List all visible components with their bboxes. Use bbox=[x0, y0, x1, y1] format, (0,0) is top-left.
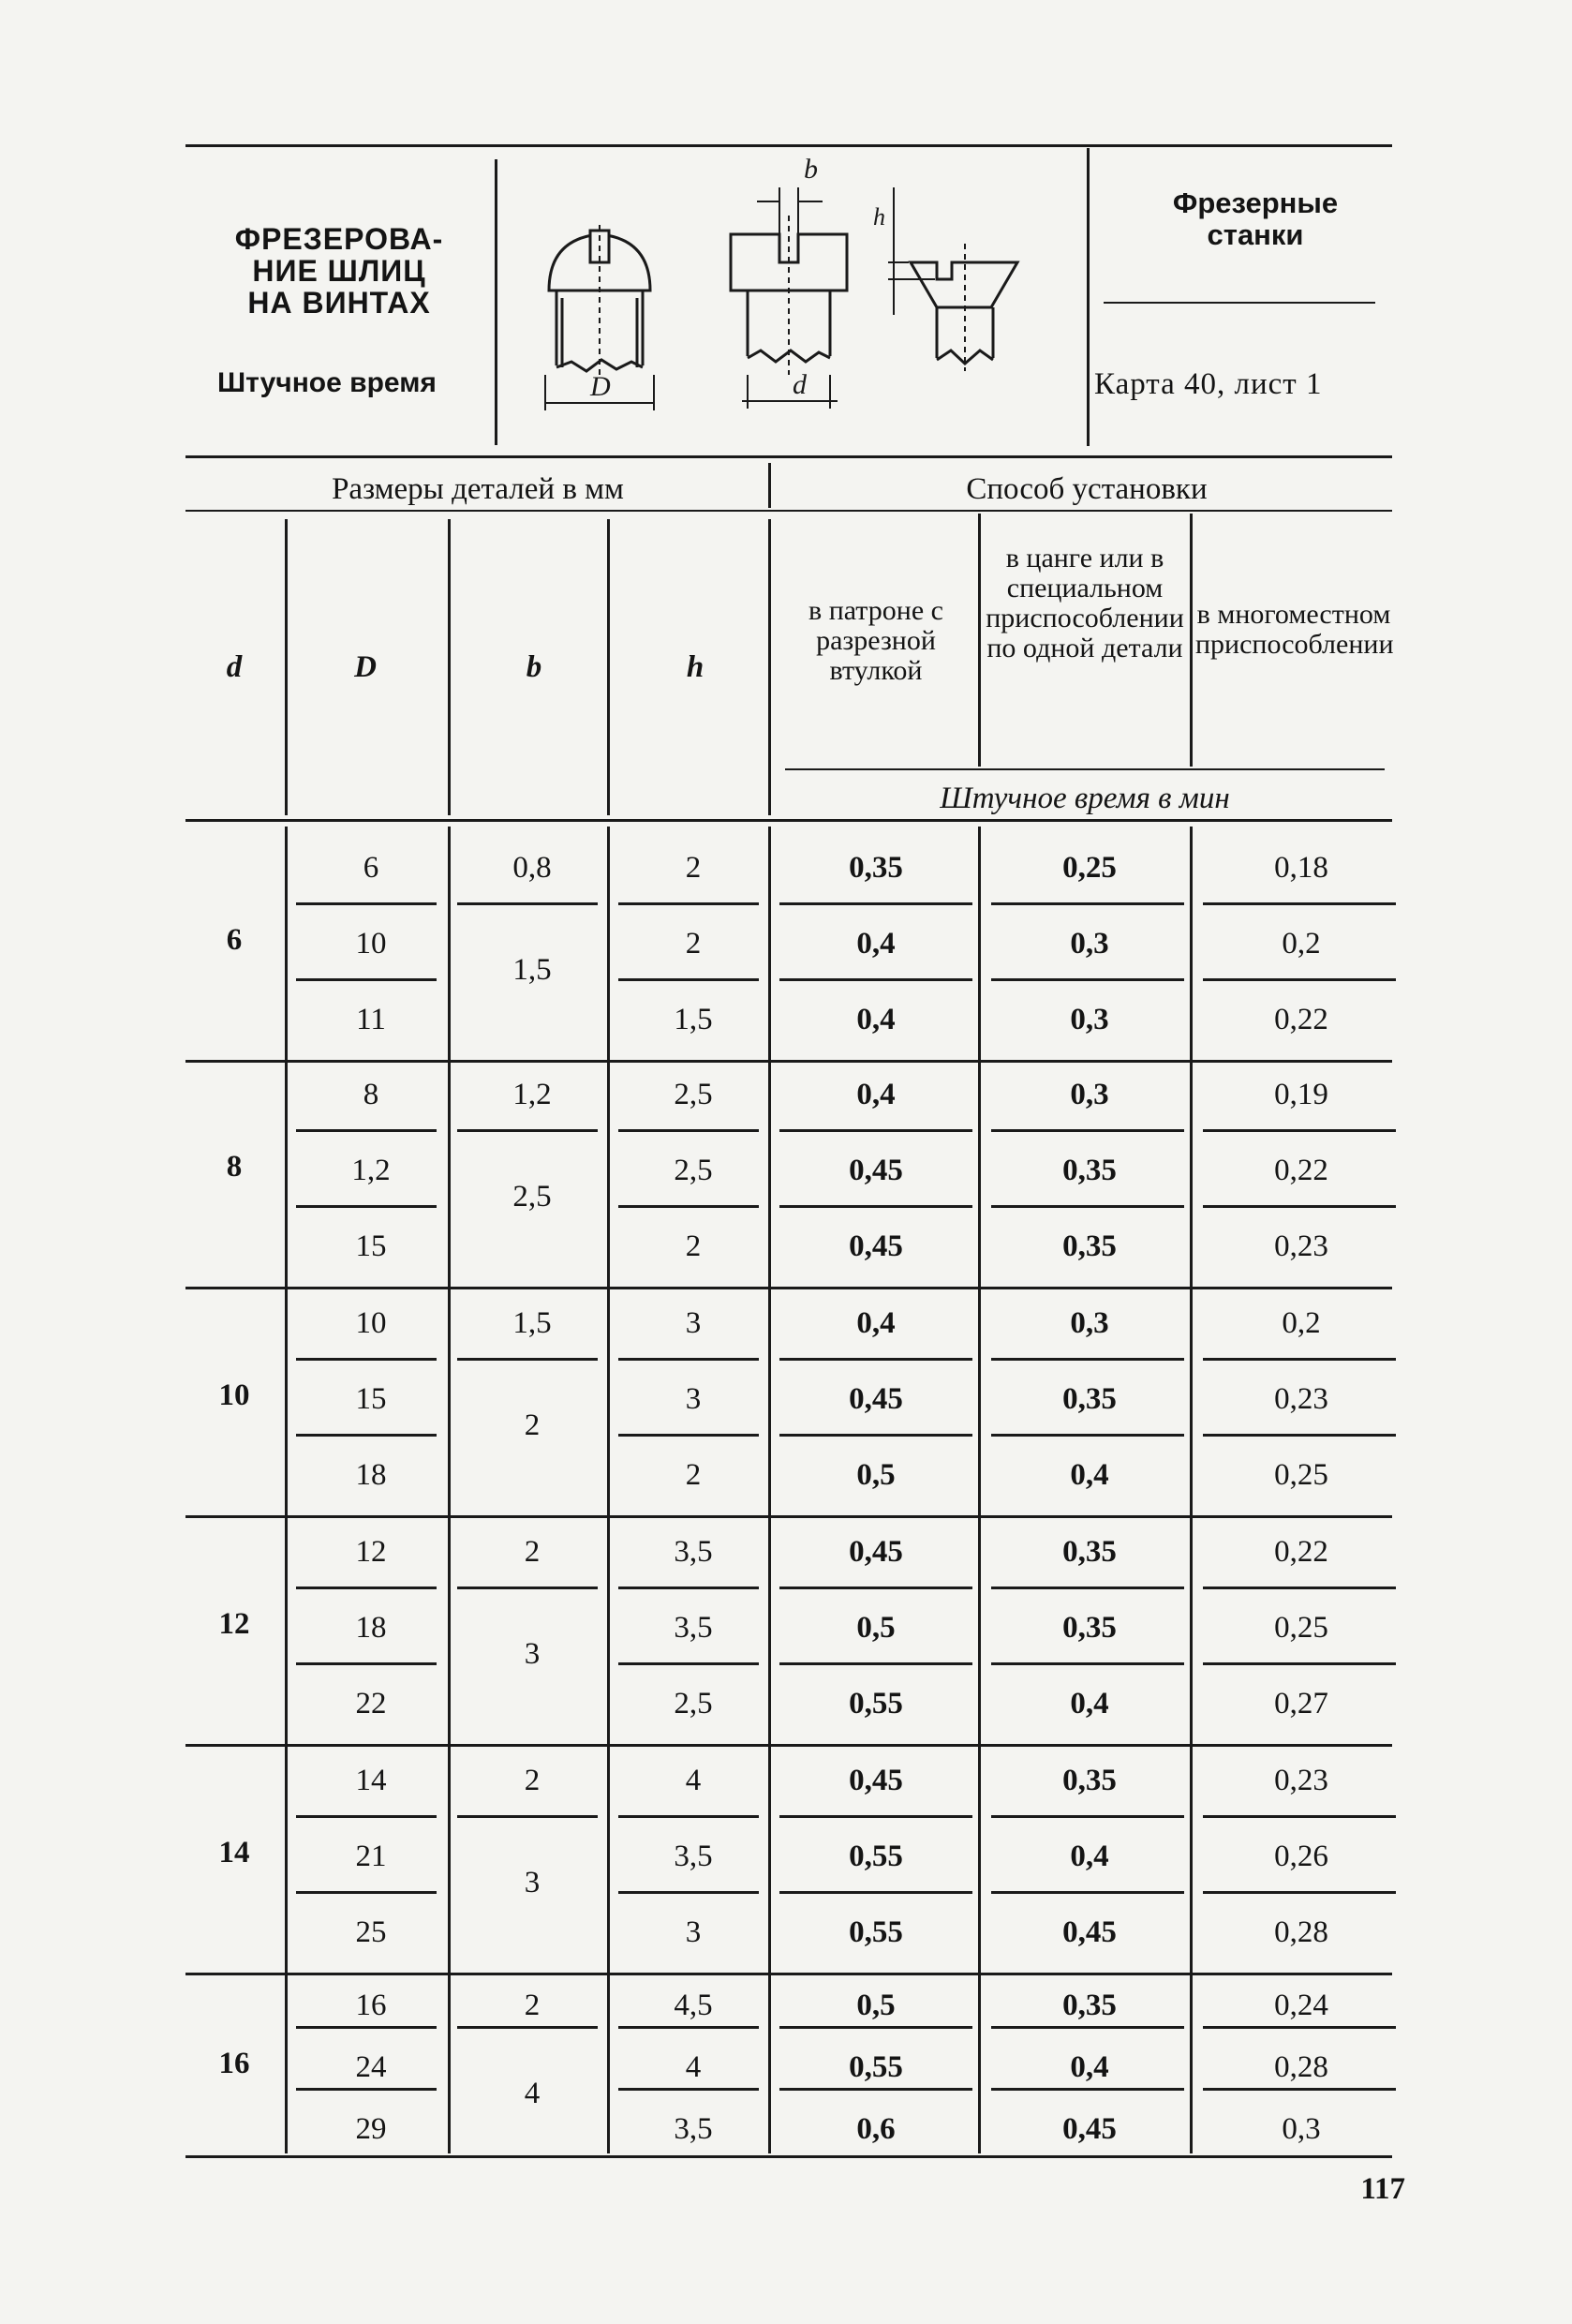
row-rule bbox=[1203, 2088, 1396, 2091]
row-rule bbox=[1203, 1587, 1396, 1589]
row-rule bbox=[991, 1587, 1184, 1589]
group-col-divider bbox=[285, 1964, 288, 2153]
row-rule bbox=[1203, 978, 1396, 981]
cell-t1: 0,6 bbox=[856, 2112, 896, 2146]
group-bottom-rule bbox=[185, 1515, 1392, 1518]
cell-b: 2 bbox=[524, 1764, 541, 1797]
cell-t3: 0,22 bbox=[1274, 1003, 1328, 1036]
cell-t2: 0,3 bbox=[1070, 1003, 1109, 1036]
cell-t2: 0,35 bbox=[1062, 1764, 1117, 1797]
cell-t3: 0,23 bbox=[1274, 1382, 1328, 1416]
cell-b: 2 bbox=[524, 1989, 541, 2022]
group-col-divider bbox=[768, 1511, 771, 1742]
header-bottom-rule bbox=[185, 455, 1392, 458]
row-rule bbox=[296, 1358, 437, 1361]
cell-t2: 0,35 bbox=[1062, 1229, 1117, 1263]
cell-t3: 0,25 bbox=[1274, 1458, 1328, 1492]
cell-D: 10 bbox=[355, 1306, 387, 1340]
cell-t2: 0,25 bbox=[1062, 851, 1117, 885]
time-caption: Штучное время в мин bbox=[940, 782, 1230, 815]
row-rule bbox=[296, 1205, 437, 1208]
group-sizes-heading: Размеры деталей в мм bbox=[332, 472, 624, 506]
cell-t2: 0,35 bbox=[1062, 1535, 1117, 1569]
cell-t3: 0,3 bbox=[1282, 2112, 1321, 2146]
group-col-divider bbox=[768, 827, 771, 1058]
time-caption-rule bbox=[785, 768, 1385, 770]
cell-t1: 0,45 bbox=[849, 1154, 903, 1187]
row-rule bbox=[1203, 1891, 1396, 1894]
cell-D: 15 bbox=[355, 1229, 387, 1263]
top-rule bbox=[185, 144, 1392, 147]
group-col-divider bbox=[285, 1282, 288, 1513]
cell-t3: 0,23 bbox=[1274, 1229, 1328, 1263]
row-rule bbox=[296, 1587, 437, 1589]
row-rule bbox=[618, 1434, 759, 1437]
row-rule bbox=[1203, 1815, 1396, 1818]
group-col-divider bbox=[285, 1053, 288, 1285]
row-rule bbox=[1203, 1662, 1396, 1665]
row-rule bbox=[991, 1662, 1184, 1665]
group-col-divider bbox=[1190, 1739, 1193, 1971]
cell-h: 3,5 bbox=[674, 1611, 713, 1645]
row-rule bbox=[618, 902, 759, 905]
cell-h: 1,5 bbox=[674, 1003, 713, 1036]
cell-h: 4 bbox=[685, 2050, 702, 2084]
cell-b: 2 bbox=[524, 1408, 541, 1442]
row-rule bbox=[618, 2088, 759, 2091]
header-divider-right bbox=[1087, 148, 1090, 446]
cell-t2: 0,4 bbox=[1070, 1458, 1109, 1492]
cell-D: 15 bbox=[355, 1382, 387, 1416]
row-rule bbox=[779, 1587, 972, 1589]
cell-t2: 0,35 bbox=[1062, 1154, 1117, 1187]
cell-b: 0,8 bbox=[512, 851, 552, 885]
row-rule bbox=[296, 2088, 437, 2091]
method-chuck-heading: в патроне с разрезной втулкой bbox=[808, 595, 943, 686]
col-d-heading: d bbox=[226, 650, 243, 684]
cell-t2: 0,35 bbox=[1062, 1611, 1117, 1645]
col-D-heading: D bbox=[354, 650, 377, 684]
cell-D: 24 bbox=[355, 2050, 387, 2084]
group-col-divider bbox=[607, 1739, 610, 1971]
row-rule bbox=[618, 1891, 759, 1894]
cell-h: 2 bbox=[685, 927, 702, 961]
cell-h: 4 bbox=[685, 1764, 702, 1797]
cell-t3: 0,28 bbox=[1274, 2050, 1328, 2084]
cell-D: 18 bbox=[355, 1611, 387, 1645]
cell-t2: 0,45 bbox=[1062, 2112, 1117, 2146]
row-rule bbox=[457, 1587, 598, 1589]
cell-t1: 0,5 bbox=[856, 1989, 896, 2022]
row-rule bbox=[779, 1815, 972, 1818]
cell-D: 21 bbox=[355, 1840, 387, 1873]
row-rule bbox=[296, 1662, 437, 1665]
row-rule bbox=[779, 1129, 972, 1132]
group-bottom-rule bbox=[185, 1060, 1392, 1063]
subtitle: Штучное время bbox=[217, 367, 437, 398]
row-rule bbox=[296, 1434, 437, 1437]
cell-h: 3 bbox=[685, 1382, 702, 1416]
cell-t2: 0,35 bbox=[1062, 1989, 1117, 2022]
cell-h: 3,5 bbox=[674, 2112, 713, 2146]
cell-h: 2,5 bbox=[674, 1687, 713, 1721]
row-rule bbox=[618, 1358, 759, 1361]
machines-label bbox=[1115, 187, 1396, 251]
cell-h: 2 bbox=[685, 1458, 702, 1492]
cell-b: 1,5 bbox=[512, 1306, 552, 1340]
cell-D: 1,2 bbox=[351, 1154, 391, 1187]
row-rule bbox=[1203, 1129, 1396, 1132]
document-title bbox=[217, 223, 461, 319]
cell-b: 1,5 bbox=[512, 953, 552, 987]
row-rule bbox=[779, 2088, 972, 2091]
row-rule bbox=[457, 1129, 598, 1132]
cell-t3: 0,2 bbox=[1282, 1306, 1321, 1340]
row-rule bbox=[991, 1129, 1184, 1132]
group-col-divider bbox=[607, 827, 610, 1058]
cell-b: 3 bbox=[524, 1866, 541, 1899]
cell-t3: 0,18 bbox=[1274, 851, 1328, 885]
cell-t2: 0,35 bbox=[1062, 1382, 1117, 1416]
screw-diagram bbox=[525, 150, 1077, 431]
group-col-divider bbox=[1190, 827, 1193, 1058]
label-d: d bbox=[793, 369, 807, 400]
cell-h: 2,5 bbox=[674, 1154, 713, 1187]
row-rule bbox=[779, 1358, 972, 1361]
row-rule bbox=[296, 2026, 437, 2029]
cell-t2: 0,45 bbox=[1062, 1915, 1117, 1949]
group-col-divider bbox=[978, 1964, 981, 2153]
row-rule bbox=[991, 1815, 1184, 1818]
cell-h: 3 bbox=[685, 1306, 702, 1340]
cell-D: 18 bbox=[355, 1458, 387, 1492]
method-collet-heading: в цанге или в специальном приспособлении по одной детали bbox=[986, 543, 1184, 663]
row-rule bbox=[1203, 902, 1396, 905]
group-col-divider bbox=[607, 1053, 610, 1285]
head-div-5 bbox=[978, 514, 981, 767]
group-col-divider bbox=[768, 1282, 771, 1513]
cell-t1: 0,5 bbox=[856, 1458, 896, 1492]
row-rule bbox=[1203, 1434, 1396, 1437]
cell-h: 3,5 bbox=[674, 1840, 713, 1873]
cell-D: 8 bbox=[363, 1078, 379, 1111]
cell-t1: 0,55 bbox=[849, 1915, 903, 1949]
row-rule bbox=[296, 902, 437, 905]
group-col-divider bbox=[1190, 1053, 1193, 1285]
row-rule bbox=[1203, 2026, 1396, 2029]
cell-t1: 0,4 bbox=[856, 927, 896, 961]
cell-t3: 0,19 bbox=[1274, 1078, 1328, 1111]
cell-h: 2 bbox=[685, 851, 702, 885]
cell-D: 22 bbox=[355, 1687, 387, 1721]
group-col-divider bbox=[607, 1282, 610, 1513]
cell-b: 2 bbox=[524, 1535, 541, 1569]
cell-b: 1,2 bbox=[512, 1078, 552, 1111]
col-b-heading: b bbox=[526, 650, 542, 684]
cell-D: 12 bbox=[355, 1535, 387, 1569]
row-rule bbox=[457, 2026, 598, 2029]
group-col-divider bbox=[607, 1964, 610, 2153]
cell-t3: 0,24 bbox=[1274, 1989, 1328, 2022]
cell-t1: 0,35 bbox=[849, 851, 903, 885]
group-bottom-rule bbox=[185, 1744, 1392, 1747]
row-rule bbox=[991, 902, 1184, 905]
cell-t3: 0,2 bbox=[1282, 927, 1321, 961]
row-rule bbox=[296, 978, 437, 981]
group-col-divider bbox=[285, 827, 288, 1058]
cell-t2: 0,3 bbox=[1070, 927, 1109, 961]
cell-t3: 0,23 bbox=[1274, 1764, 1328, 1797]
cell-h: 3,5 bbox=[674, 1535, 713, 1569]
cell-D: 25 bbox=[355, 1915, 387, 1949]
row-rule bbox=[296, 1891, 437, 1894]
group-d-value: 14 bbox=[218, 1836, 250, 1870]
group-col-divider bbox=[285, 1511, 288, 1742]
cell-t1: 0,4 bbox=[856, 1003, 896, 1036]
title-line-3: НА ВИНТАХ bbox=[247, 286, 431, 320]
head-div-2 bbox=[448, 519, 451, 815]
group-divider bbox=[768, 463, 771, 508]
row-rule bbox=[991, 978, 1184, 981]
row-rule bbox=[618, 2026, 759, 2029]
row-rule bbox=[991, 1891, 1184, 1894]
cell-t2: 0,4 bbox=[1070, 2050, 1109, 2084]
cell-D: 29 bbox=[355, 2112, 387, 2146]
row-rule bbox=[618, 1129, 759, 1132]
group-col-divider bbox=[978, 1511, 981, 1742]
row-rule bbox=[457, 1815, 598, 1818]
row-rule bbox=[618, 1815, 759, 1818]
group-col-divider bbox=[1190, 1511, 1193, 1742]
row-rule bbox=[618, 1587, 759, 1589]
cell-t1: 0,55 bbox=[849, 1840, 903, 1873]
head-div-4 bbox=[768, 519, 771, 815]
row-rule bbox=[779, 1205, 972, 1208]
cell-h: 3 bbox=[685, 1915, 702, 1949]
group-col-divider bbox=[448, 827, 451, 1058]
cell-h: 2 bbox=[685, 1229, 702, 1263]
row-rule bbox=[991, 1205, 1184, 1208]
cell-t2: 0,3 bbox=[1070, 1078, 1109, 1111]
group-col-divider bbox=[978, 1739, 981, 1971]
row-rule bbox=[779, 902, 972, 905]
head-div-1 bbox=[285, 519, 288, 815]
group-d-value: 16 bbox=[218, 2047, 250, 2080]
group-method-heading: Способ установки bbox=[966, 472, 1208, 506]
group-bottom-rule bbox=[185, 1287, 1392, 1289]
cell-t1: 0,45 bbox=[849, 1535, 903, 1569]
row-rule bbox=[296, 1815, 437, 1818]
row-rule bbox=[1203, 1358, 1396, 1361]
label-h: h bbox=[873, 203, 885, 231]
group-col-divider bbox=[978, 827, 981, 1058]
group-heading-rule bbox=[185, 510, 1392, 512]
group-col-divider bbox=[768, 1053, 771, 1285]
cell-t2: 0,3 bbox=[1070, 1306, 1109, 1340]
cell-t1: 0,4 bbox=[856, 1306, 896, 1340]
cell-t1: 0,45 bbox=[849, 1229, 903, 1263]
cell-t3: 0,27 bbox=[1274, 1687, 1328, 1721]
row-rule bbox=[779, 978, 972, 981]
group-d-value: 12 bbox=[218, 1607, 250, 1641]
group-col-divider bbox=[448, 1053, 451, 1285]
cell-D: 14 bbox=[355, 1764, 387, 1797]
cell-h: 4,5 bbox=[674, 1989, 713, 2022]
group-col-divider bbox=[768, 1964, 771, 2153]
cell-t2: 0,4 bbox=[1070, 1840, 1109, 1873]
row-rule bbox=[296, 1129, 437, 1132]
col-h-heading: h bbox=[686, 650, 704, 684]
row-rule bbox=[779, 1434, 972, 1437]
method-multi-heading: в многоместном приспособлении bbox=[1195, 599, 1394, 660]
group-col-divider bbox=[978, 1282, 981, 1513]
group-col-divider bbox=[1190, 1964, 1193, 2153]
cell-t3: 0,26 bbox=[1274, 1840, 1328, 1873]
cell-t3: 0,22 bbox=[1274, 1154, 1328, 1187]
group-col-divider bbox=[448, 1964, 451, 2153]
machines-rule bbox=[1104, 302, 1375, 304]
group-col-divider bbox=[978, 1053, 981, 1285]
label-b: b bbox=[804, 154, 818, 185]
cell-t1: 0,5 bbox=[856, 1611, 896, 1645]
group-col-divider bbox=[768, 1739, 771, 1971]
cell-t1: 0,45 bbox=[849, 1382, 903, 1416]
group-d-value: 8 bbox=[226, 1150, 243, 1184]
row-rule bbox=[457, 1358, 598, 1361]
cell-D: 11 bbox=[356, 1003, 386, 1036]
cell-D: 6 bbox=[363, 851, 379, 885]
machines-line-1: Фрезерные bbox=[1172, 186, 1339, 219]
row-rule bbox=[779, 2026, 972, 2029]
row-rule bbox=[991, 2088, 1184, 2091]
group-bottom-rule bbox=[185, 2155, 1392, 2158]
label-D: D bbox=[590, 371, 611, 402]
cell-h: 2,5 bbox=[674, 1078, 713, 1111]
row-rule bbox=[618, 1205, 759, 1208]
cell-t3: 0,22 bbox=[1274, 1535, 1328, 1569]
machines-line-2: станки bbox=[1207, 218, 1304, 251]
group-col-divider bbox=[285, 1739, 288, 1971]
group-col-divider bbox=[607, 1511, 610, 1742]
title-line-2: НИЕ ШЛИЦ bbox=[252, 254, 426, 288]
cell-b: 2,5 bbox=[512, 1180, 552, 1214]
group-d-value: 6 bbox=[226, 923, 243, 957]
group-col-divider bbox=[448, 1739, 451, 1971]
group-col-divider bbox=[1190, 1282, 1193, 1513]
row-rule bbox=[618, 1662, 759, 1665]
cell-t3: 0,28 bbox=[1274, 1915, 1328, 1949]
cell-b: 4 bbox=[524, 2077, 541, 2110]
cell-D: 10 bbox=[355, 927, 387, 961]
row-rule bbox=[618, 978, 759, 981]
row-rule bbox=[457, 902, 598, 905]
row-rule bbox=[779, 1662, 972, 1665]
cell-D: 16 bbox=[355, 1989, 387, 2022]
group-bottom-rule bbox=[185, 1973, 1392, 1975]
cell-t1: 0,4 bbox=[856, 1078, 896, 1111]
cell-t1: 0,45 bbox=[849, 1764, 903, 1797]
group-col-divider bbox=[448, 1511, 451, 1742]
row-rule bbox=[991, 1358, 1184, 1361]
title-line-1: ФРЕЗЕРОВА- bbox=[234, 222, 444, 256]
head-div-6 bbox=[1190, 514, 1193, 767]
head-div-3 bbox=[607, 519, 610, 815]
header-divider-left bbox=[495, 159, 497, 445]
row-rule bbox=[1203, 1205, 1396, 1208]
cell-t2: 0,4 bbox=[1070, 1687, 1109, 1721]
row-rule bbox=[991, 2026, 1184, 2029]
cell-t3: 0,25 bbox=[1274, 1611, 1328, 1645]
page-number: 117 bbox=[1360, 2172, 1405, 2206]
cell-t1: 0,55 bbox=[849, 2050, 903, 2084]
row-rule bbox=[991, 1434, 1184, 1437]
cell-b: 3 bbox=[524, 1637, 541, 1671]
card-number: Карта 40, лист 1 bbox=[1094, 367, 1323, 401]
head-bottom-rule bbox=[185, 819, 1392, 822]
row-rule bbox=[779, 1891, 972, 1894]
cell-t1: 0,55 bbox=[849, 1687, 903, 1721]
group-d-value: 10 bbox=[218, 1378, 250, 1412]
group-col-divider bbox=[448, 1282, 451, 1513]
